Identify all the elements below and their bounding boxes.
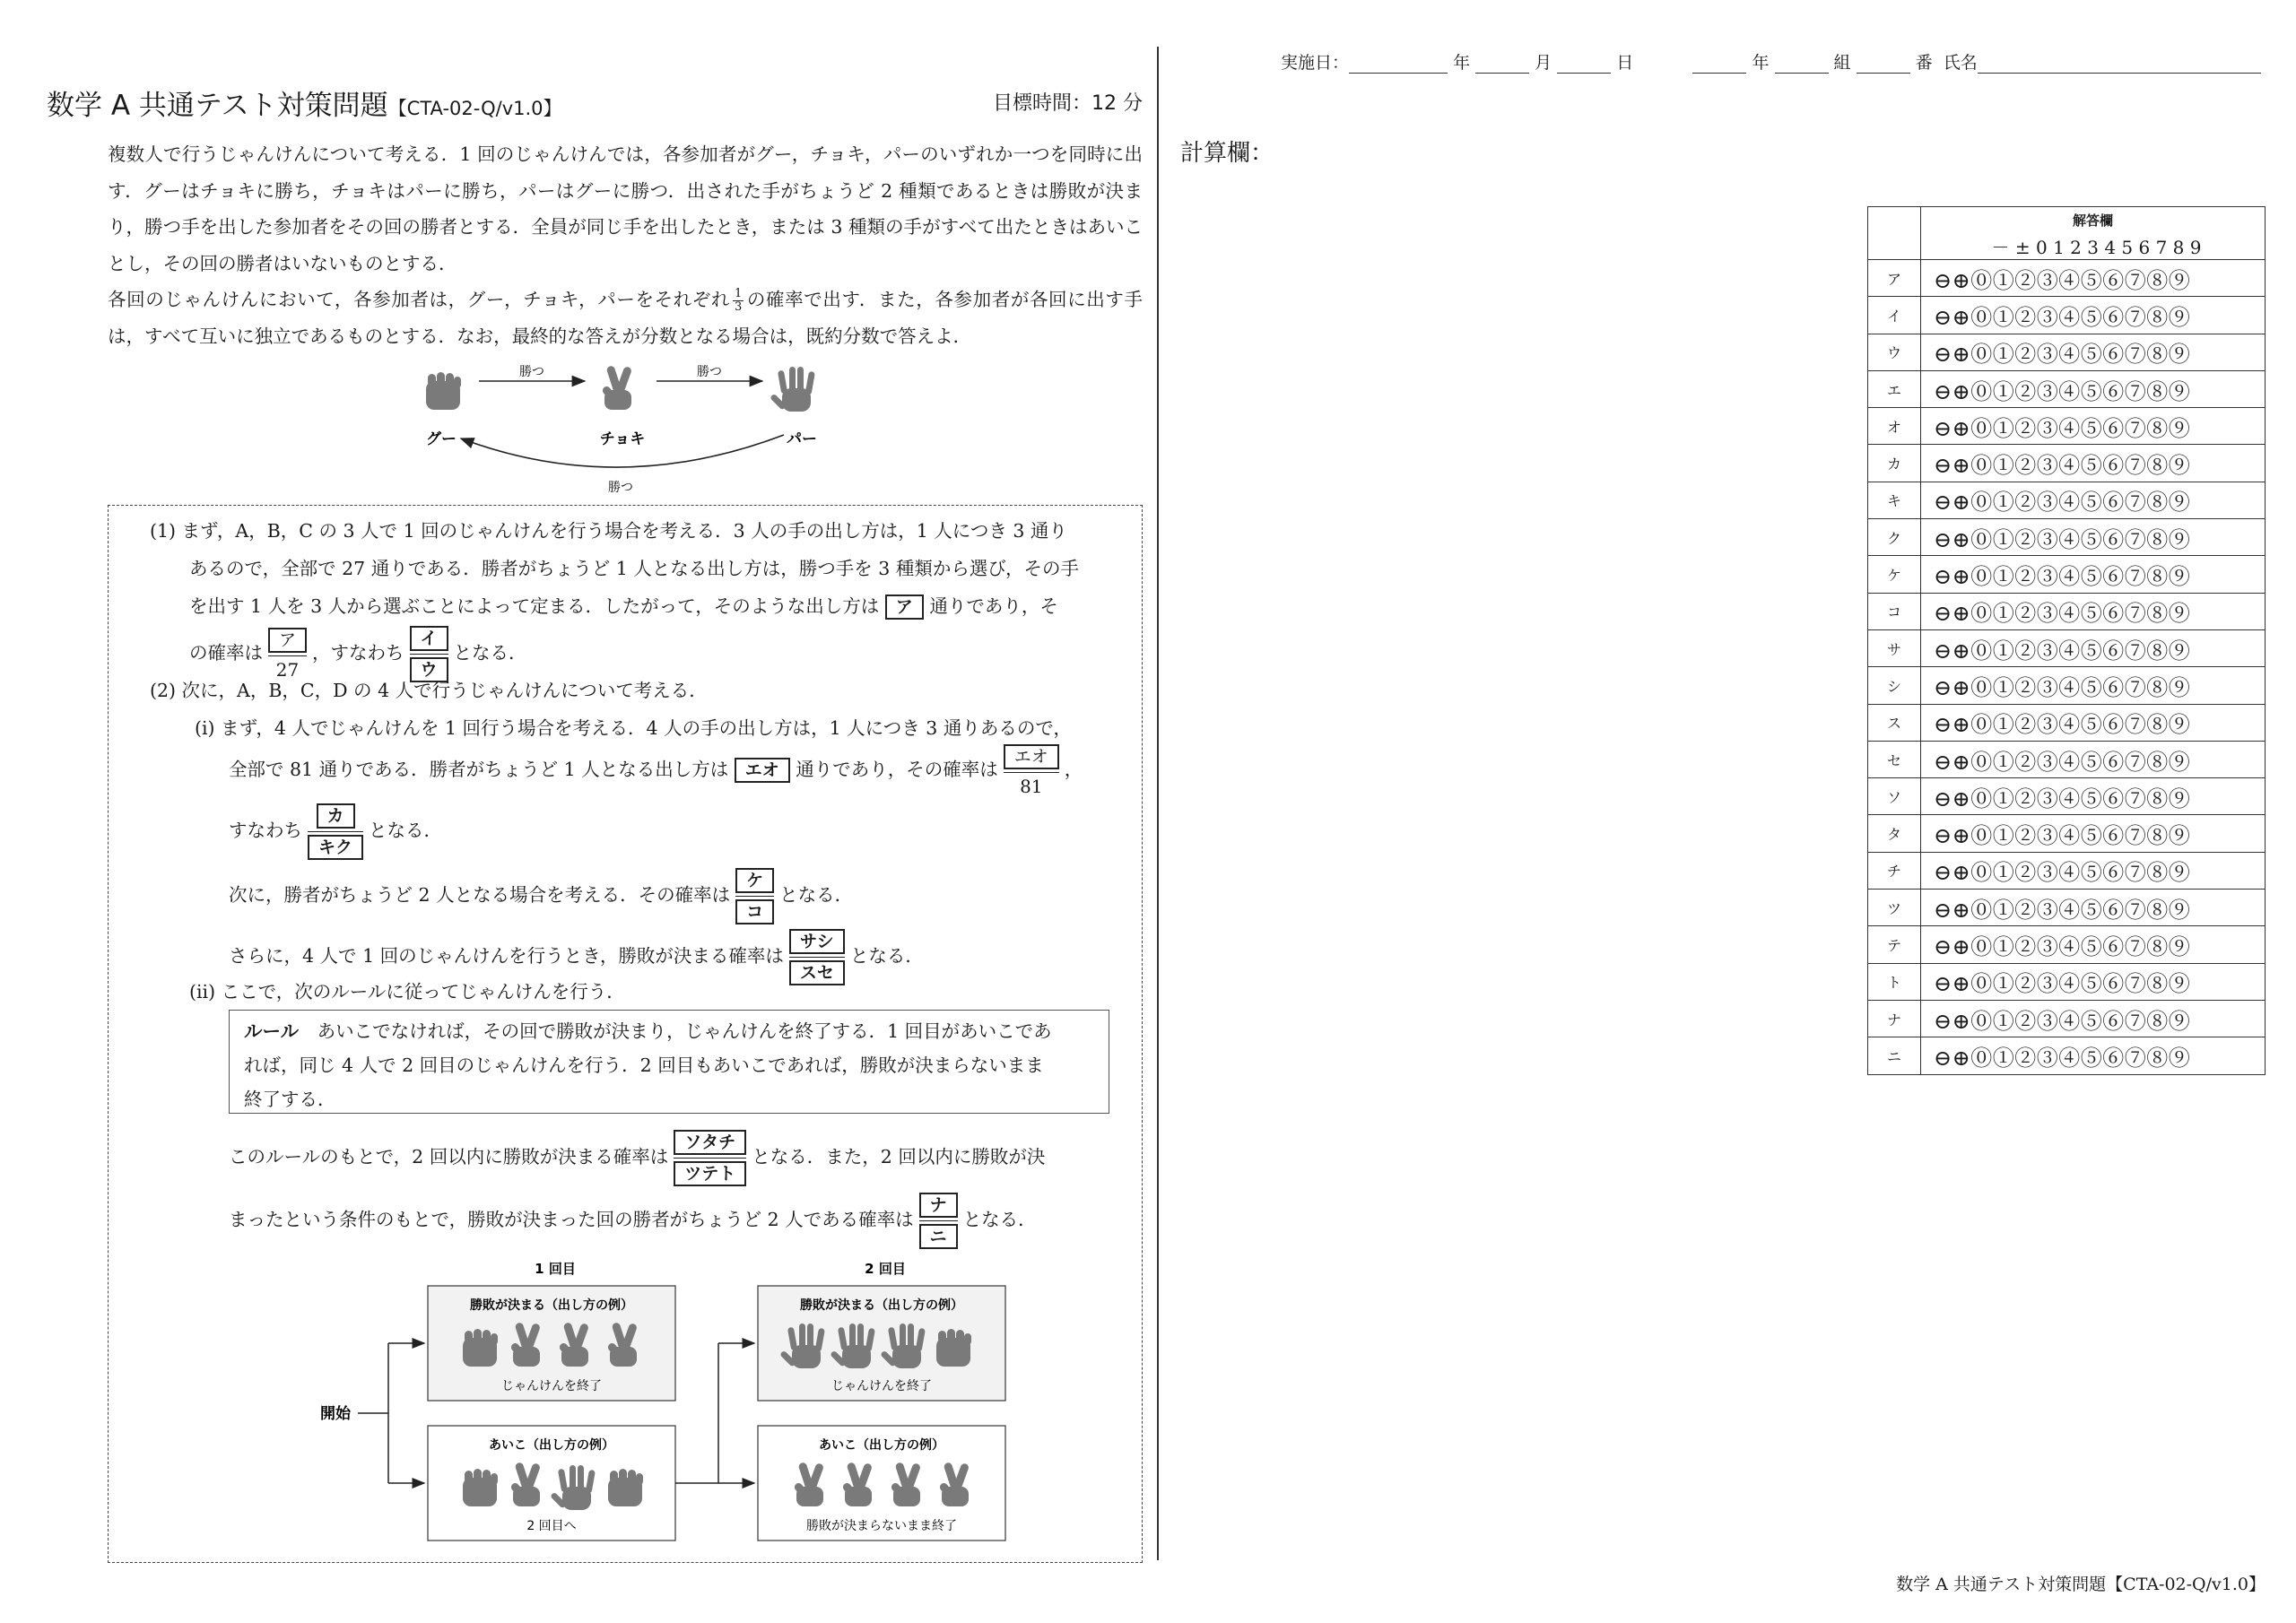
intro xyxy=(108,136,1143,354)
q1-line-2: あるので，全部で 27 通りである．勝者がちょうど 1 人となる出し方は，勝つ手を 3 種類から選び，その手 xyxy=(189,558,1080,579)
answer-row xyxy=(1868,519,2266,556)
answer-row-label: シ xyxy=(1868,667,1921,704)
fraction-bar xyxy=(674,1158,746,1159)
q2-i-line-3 xyxy=(229,794,442,866)
date-month-field[interactable] xyxy=(1475,73,1529,74)
q1-l4a: の確率は xyxy=(189,642,263,664)
q1-l4c: となる． xyxy=(453,642,527,664)
round1-end-text: じゃんけんを終了 xyxy=(501,1379,602,1393)
round1-label: 1 回目 xyxy=(535,1261,576,1277)
one-third-fraction xyxy=(733,288,744,314)
round1-decided-title: 勝敗が決まる（出し方の例） xyxy=(470,1298,633,1313)
answer-row-label: イ xyxy=(1868,297,1921,334)
rps-cycle-diagram xyxy=(47,363,1143,496)
fraction-den-81: 81 xyxy=(1020,776,1043,798)
fraction-bar xyxy=(268,655,307,657)
intro-p2-a: 各回のじゃんけんにおいて，各参加者は，グー，チョキ，パーをそれぞれ xyxy=(108,289,731,310)
answer-box-ke[interactable]: ケ xyxy=(735,868,774,893)
rule-line-3: 終了する． xyxy=(244,1089,336,1110)
q2-ii-line-1: (ii) ここで，次のルールに従ってじゃんけんを行う． xyxy=(189,981,625,1002)
q2-ii2b: となる．また，2 回以内に勝敗が決 xyxy=(752,1146,1046,1167)
answer-box-ka[interactable]: カ xyxy=(317,803,355,829)
answer-row xyxy=(1868,1000,2266,1037)
answer-box-na[interactable]: ナ xyxy=(919,1193,958,1218)
q2-i4b: となる． xyxy=(779,884,854,906)
name-label: 氏名 xyxy=(1943,53,1978,73)
rule-line-2: れば，同じ 4 人で 2 回目のじゃんけんを行う．2 回目もあいこであれば，勝敗が決まらないまま xyxy=(244,1055,1044,1076)
date-label: 実施日： xyxy=(1281,53,1350,73)
header-empty-cell xyxy=(1868,207,1921,260)
rock-label: グー xyxy=(426,430,457,448)
rock-icon xyxy=(463,1469,498,1506)
q2-ii-line-2 xyxy=(229,1121,1045,1193)
fraction-num-eo[interactable]: エオ xyxy=(1004,744,1059,769)
q2-i4a: 次に，勝者がちょうど 2 人となる場合を考える．その確率は xyxy=(229,884,731,906)
page-title xyxy=(47,82,562,123)
answer-row xyxy=(1868,260,2266,297)
fraction-sashi-suse xyxy=(789,929,845,986)
rule-box xyxy=(229,1010,1109,1114)
answer-row xyxy=(1868,667,2266,704)
answer-row-label: ケ xyxy=(1868,556,1921,593)
digits-header: － ± 0 1 2 3 4 5 6 7 8 9 xyxy=(1921,232,2266,260)
q2-ii2a: このルールのもとで，2 回以内に勝敗が決まる確率は xyxy=(229,1146,669,1167)
month-label: 月 xyxy=(1535,53,1552,73)
class-label: 組 xyxy=(1833,53,1851,73)
page-footer: 数学 A 共通テスト対策問題【CTA-02-Q/v1.0】 xyxy=(1896,1575,2266,1594)
fraction-ka-kiku xyxy=(308,803,363,861)
answer-row xyxy=(1868,852,2266,889)
rps-cycle-svg xyxy=(47,363,1143,496)
answer-box-ni[interactable]: ニ xyxy=(919,1224,958,1249)
q2-i5b: となる． xyxy=(849,945,924,967)
answer-sheet-body xyxy=(1868,207,2266,1075)
paper-label: パー xyxy=(787,430,817,448)
rock-icon xyxy=(608,1469,643,1506)
answer-row-label: カ xyxy=(1868,445,1921,482)
answer-row xyxy=(1868,629,2266,666)
answer-box-tsuteto[interactable]: ツテト xyxy=(674,1161,746,1186)
round2-decided-title: 勝敗が決まる（出し方の例） xyxy=(800,1298,963,1313)
answer-bubbles[interactable]: ⊖⊕⓪①②③④⑤⑥⑦⑧⑨ xyxy=(1921,926,2266,963)
date-year-field[interactable] xyxy=(1349,73,1448,74)
answer-box-sotachi[interactable]: ソタチ xyxy=(674,1130,746,1155)
answer-bubbles[interactable]: ⊖⊕⓪①②③④⑤⑥⑦⑧⑨ xyxy=(1921,704,2266,741)
answer-box-u[interactable]: ウ xyxy=(410,657,448,682)
answer-bubbles[interactable]: ⊖⊕⓪①②③④⑤⑥⑦⑧⑨ xyxy=(1921,370,2266,407)
target-time: 目標時間：12 分 xyxy=(993,92,1143,115)
answer-row-label: キ xyxy=(1868,482,1921,518)
answer-bubbles[interactable]: ⊖⊕⓪①②③④⑤⑥⑦⑧⑨ xyxy=(1921,963,2266,1000)
calc-area-label: 計算欄： xyxy=(1180,140,1274,167)
answer-sheet xyxy=(1867,206,2266,1075)
answer-row xyxy=(1868,926,2266,963)
q2-i-line-1: (i) まず，4 人でじゃんけんを 1 回行う場合を考える．4 人の手の出し方は，1 人につき 3 通りあるので， xyxy=(195,717,1072,739)
number-label: 番 xyxy=(1915,53,1933,73)
fraction-ke-ko xyxy=(735,868,774,925)
scissors-label: チョキ xyxy=(599,430,646,448)
answer-row-label: ト xyxy=(1868,963,1921,1000)
q2-comma: ， xyxy=(1064,759,1083,780)
one-third-den: 3 xyxy=(735,300,743,314)
title-code: 【CTA-02-Q/v1.0】 xyxy=(387,98,562,119)
q2-i2b: 通りであり，その確率は xyxy=(796,759,998,780)
fraction-eo-81 xyxy=(1004,744,1059,798)
answer-row xyxy=(1868,482,2266,518)
answer-box-ko[interactable]: コ xyxy=(735,899,774,924)
answer-row-label: ソ xyxy=(1868,778,1921,815)
fraction-num-a[interactable]: ア xyxy=(268,628,307,653)
answer-row xyxy=(1868,815,2266,852)
answer-row-label: コ xyxy=(1868,593,1921,629)
round2-label: 2 回目 xyxy=(865,1261,906,1277)
answer-row xyxy=(1868,408,2266,445)
win-label-1: 勝つ xyxy=(519,365,544,379)
answer-bubbles[interactable]: ⊖⊕⓪①②③④⑤⑥⑦⑧⑨ xyxy=(1921,556,2266,593)
one-third-num: 1 xyxy=(735,287,743,300)
answer-bubbles[interactable]: ⊖⊕⓪①②③④⑤⑥⑦⑧⑨ xyxy=(1921,629,2266,666)
answer-bubbles[interactable]: ⊖⊕⓪①②③④⑤⑥⑦⑧⑨ xyxy=(1921,890,2266,926)
fraction-den-27: 27 xyxy=(275,659,300,681)
answer-row-label: ウ xyxy=(1868,334,1921,370)
answer-row-label: タ xyxy=(1868,815,1921,852)
answer-box-kiku[interactable]: キク xyxy=(308,835,363,860)
answer-bubbles[interactable]: ⊖⊕⓪①②③④⑤⑥⑦⑧⑨ xyxy=(1921,519,2266,556)
answer-row-label: ニ xyxy=(1868,1037,1921,1074)
number-field[interactable] xyxy=(1857,73,1910,74)
answer-row-label: ナ xyxy=(1868,1000,1921,1037)
q2-intro: (2) 次に，A，B，C，D の 4 人で行うじゃんけんについて考える． xyxy=(150,680,708,701)
q1-l3a: を出す 1 人を 3 人から選ぶことによって定まる．したがって，そのような出し方は xyxy=(189,595,880,617)
q2-i5a: さらに，4 人で 1 回のじゃんけんを行うとき，勝敗が決まる確率は xyxy=(229,945,784,967)
answer-bubbles[interactable]: ⊖⊕⓪①②③④⑤⑥⑦⑧⑨ xyxy=(1921,741,2266,777)
paper-icon xyxy=(770,367,815,412)
answer-row xyxy=(1868,778,2266,815)
answer-sheet-title: 解答欄 xyxy=(1921,207,2266,233)
round2-end-text: じゃんけんを終了 xyxy=(831,1379,932,1393)
year-label: 年 xyxy=(1453,53,1471,73)
answer-box-a[interactable]: ア xyxy=(885,595,924,620)
round2-undecided-text: 勝敗が決まらないまま終了 xyxy=(806,1519,957,1533)
answer-bubbles[interactable]: ⊖⊕⓪①②③④⑤⑥⑦⑧⑨ xyxy=(1921,445,2266,482)
fraction-bar xyxy=(410,654,448,655)
answer-sheet-digits-row xyxy=(1868,232,2266,260)
answer-bubbles[interactable]: ⊖⊕⓪①②③④⑤⑥⑦⑧⑨ xyxy=(1921,667,2266,704)
answer-row xyxy=(1868,704,2266,741)
round1-to-round2-text: 2 回目へ xyxy=(526,1519,577,1533)
fraction-bar xyxy=(735,896,774,898)
problem-box xyxy=(108,505,1143,1563)
answer-row-label: サ xyxy=(1868,629,1921,666)
q1-line-1: (1) まず，A，B，C の 3 人で 1 回のじゃんけんを行う場合を考える．3 人の手の出し方は，1 人につき 3 通り xyxy=(150,520,1067,542)
answer-row-label: ク xyxy=(1868,519,1921,556)
answer-row-label: ツ xyxy=(1868,890,1921,926)
flow-diagram xyxy=(109,1259,1131,1555)
fraction-bar xyxy=(789,957,845,959)
student-info-line xyxy=(1281,49,2261,74)
q2-ii-line-3 xyxy=(229,1184,1037,1255)
date-day-field[interactable] xyxy=(1557,73,1611,74)
grade-label: 年 xyxy=(1752,53,1770,73)
fraction-bar xyxy=(1004,772,1059,774)
q1-l3b: 通りであり，そ xyxy=(929,595,1058,617)
rock-icon xyxy=(463,1329,498,1367)
answer-row-label: ス xyxy=(1868,704,1921,741)
intro-p2-b: の確率で出す．また，各参加者が各回に出す手は，すべて互いに独立であるものとする．なお，最終的な答えが分数となる場合は，既約分数で答えよ． xyxy=(108,289,1143,347)
round1-aiko-title: あいこ（出し方の例） xyxy=(489,1438,614,1453)
answer-row xyxy=(1868,1037,2266,1074)
fraction-sotachi-tsuteto xyxy=(674,1130,746,1187)
answer-row xyxy=(1868,334,2266,370)
answer-bubbles[interactable]: ⊖⊕⓪①②③④⑤⑥⑦⑧⑨ xyxy=(1921,260,2266,297)
class-field[interactable] xyxy=(1775,73,1829,74)
rock-icon xyxy=(426,372,461,410)
answer-row-label: オ xyxy=(1868,408,1921,445)
name-field[interactable] xyxy=(1978,73,2261,74)
answer-row xyxy=(1868,370,2266,407)
rule-title: ルール xyxy=(244,1020,300,1042)
rule-line-1 xyxy=(230,1011,1109,1048)
answer-bubbles[interactable]: ⊖⊕⓪①②③④⑤⑥⑦⑧⑨ xyxy=(1921,297,2266,334)
answer-box-i[interactable]: イ xyxy=(410,626,448,651)
answer-sheet-header-row xyxy=(1868,207,2266,233)
answer-box-eo[interactable]: エオ xyxy=(735,758,790,783)
scissors-icon xyxy=(601,365,632,410)
win-label-2: 勝つ xyxy=(697,365,722,379)
answer-row xyxy=(1868,445,2266,482)
answer-row-label: セ xyxy=(1868,741,1921,777)
title-row xyxy=(47,82,1143,127)
rule-l1: あいこでなければ，その回で勝敗が決まり，じゃんけんを終了する．1 回目があいこであ xyxy=(317,1020,1052,1042)
left-column xyxy=(47,82,1143,1563)
q2-i3b: となる． xyxy=(369,820,443,841)
q2-ii3b: となる． xyxy=(962,1209,1037,1230)
answer-box-sashi[interactable]: サシ xyxy=(789,929,845,954)
start-label: 開始 xyxy=(320,1405,351,1423)
answer-row xyxy=(1868,593,2266,629)
q2-i3a: すなわち xyxy=(229,820,302,841)
q2-ii3a: まったという条件のもとで，勝敗が決まった回の勝者がちょうど 2 人である確率は xyxy=(229,1209,914,1230)
answer-box-suse[interactable]: スセ xyxy=(789,960,845,985)
answer-row-label: テ xyxy=(1868,926,1921,963)
answer-row xyxy=(1868,556,2266,593)
answer-row-label: エ xyxy=(1868,370,1921,407)
answer-bubbles[interactable]: ⊖⊕⓪①②③④⑤⑥⑦⑧⑨ xyxy=(1921,1037,2266,1074)
answer-bubbles[interactable]: ⊖⊕⓪①②③④⑤⑥⑦⑧⑨ xyxy=(1921,778,2266,815)
title-text: 数学 A 共通テスト対策問題 xyxy=(47,90,388,122)
win-label-3: 勝つ xyxy=(608,481,633,495)
answer-row xyxy=(1868,963,2266,1000)
answer-bubbles[interactable]: ⊖⊕⓪①②③④⑤⑥⑦⑧⑨ xyxy=(1921,815,2266,852)
day-label: 日 xyxy=(1616,53,1634,73)
answer-bubbles[interactable]: ⊖⊕⓪①②③④⑤⑥⑦⑧⑨ xyxy=(1921,1000,2266,1037)
intro-paragraph-2 xyxy=(108,282,1143,354)
answer-bubbles[interactable]: ⊖⊕⓪①②③④⑤⑥⑦⑧⑨ xyxy=(1921,852,2266,889)
fraction-bar xyxy=(919,1220,958,1222)
fraction-na-ni xyxy=(919,1193,958,1250)
answer-bubbles[interactable]: ⊖⊕⓪①②③④⑤⑥⑦⑧⑨ xyxy=(1921,593,2266,629)
answer-row xyxy=(1868,890,2266,926)
answer-bubbles[interactable]: ⊖⊕⓪①②③④⑤⑥⑦⑧⑨ xyxy=(1921,482,2266,518)
answer-bubbles[interactable]: ⊖⊕⓪①②③④⑤⑥⑦⑧⑨ xyxy=(1921,408,2266,445)
column-divider xyxy=(1157,47,1159,1560)
answer-row xyxy=(1868,741,2266,777)
q1-l4b: ，すなわち xyxy=(312,642,404,664)
grade-field[interactable] xyxy=(1692,73,1746,74)
round2-aiko-title: あいこ（出し方の例） xyxy=(819,1438,944,1453)
answer-row-label: チ xyxy=(1868,852,1921,889)
rock-icon xyxy=(936,1329,971,1367)
fraction-bar xyxy=(308,831,363,833)
answer-row-label: ア xyxy=(1868,260,1921,297)
q2-i2a: 全部で 81 通りである．勝者がちょうど 1 人となる出し方は xyxy=(229,759,729,780)
answer-bubbles[interactable]: ⊖⊕⓪①②③④⑤⑥⑦⑧⑨ xyxy=(1921,334,2266,370)
intro-paragraph-1: 複数人で行うじゃんけんについて考える．1 回のじゃんけんでは，各参加者がグー，チョキ，パーのいずれか一つを同時に出す．グーはチョキに勝ち，チョキはパーに勝ち，パーはグーに勝つ．出された手がちょうど 2 種類であるときは勝敗が決まり，勝つ手を出した参加者をその回の勝者とする．全員が同じ手を出したとき，または 3 種類の手がすべて出たときはあいことし，その回の勝者はいないものとする． xyxy=(108,143,1143,274)
answer-row xyxy=(1868,297,2266,334)
